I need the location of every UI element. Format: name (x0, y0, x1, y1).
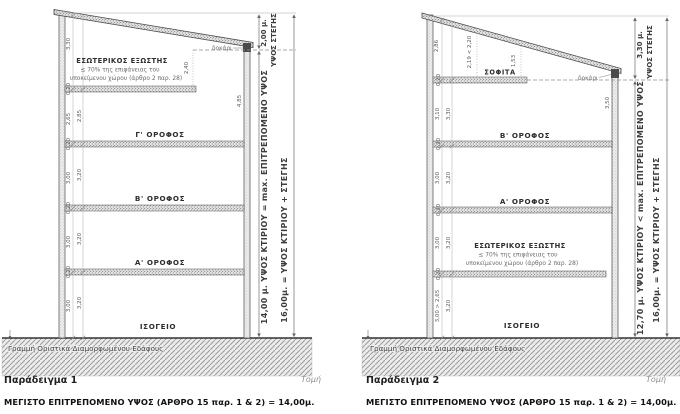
total-height-label: 16,00μ. = ΥΨΟΣ ΚΤΙΡΙΟΥ + ΣΤΕΓΗΣ (652, 157, 661, 323)
beam (611, 69, 619, 78)
dim-attic-mid: 2,19 < 2,20 (467, 35, 473, 69)
ground-line-label: Γραμμή Οριστικά Διαμορφωμένου Εδάφους (370, 344, 526, 353)
dim-second-total: 3,20 (77, 168, 83, 182)
dim-mezz-to-roof: 2,40 (184, 61, 190, 75)
mezzanine-note1: ≤ 70% της επιφάνειας του (478, 252, 558, 259)
dim-top-left: 3,30 (66, 37, 72, 51)
roof-height-value: 3,30 μ. (636, 31, 644, 59)
example-1-caption: Παράδειγμα 1 (4, 375, 78, 386)
example-2-dimension-chains (422, 16, 669, 340)
floor-label-g-orofos: Γ' ΟΡΟΦΟΣ (135, 130, 185, 139)
floor-label-isogeio: ΙΣΟΓΕΙΟ (503, 321, 541, 330)
section-label: Τομή (301, 375, 321, 384)
mezzanine-note2: υποκείμενου χώρου (άρθρο 2 παρ. 28) (69, 76, 183, 82)
dim-slab: 0,20 (66, 137, 72, 151)
building-height-label: 12,70 μ. ΥΨΟΣ ΚΤΙΡΙΟΥ < max. ΕΠΙΤΡΕΠΟΜΕΝΟ ΥΨΟΣ (636, 80, 645, 336)
dim-third-clear: 2,65 (66, 112, 72, 126)
attic-slab (433, 77, 527, 83)
mezzanine-slab (433, 271, 606, 277)
floor-label-a-orofos: Α' ΟΡΟΦΟΣ (134, 258, 186, 267)
beam-label: δοκάρι (578, 76, 598, 82)
example-1-height-dims (259, 13, 294, 337)
dim-first-clear: 3,00 (435, 171, 441, 185)
example-2-caption: Παράδειγμα 2 (366, 375, 440, 386)
dim-first-clear: 3,00 (66, 235, 72, 249)
floor-label-sofita: ΣΟΦΙΤΑ (484, 68, 516, 77)
example-2-height-dims (635, 18, 667, 337)
example-2-beam-label (578, 75, 611, 83)
roof-height-value: 2,00 μ. (260, 19, 268, 47)
right-wall (244, 47, 250, 338)
dim-slab: 0,20 (66, 201, 72, 215)
total-height-label: 16,00μ. = ΥΨΟΣ ΚΤΙΡΙΟΥ + ΣΤΕΓΗΣ (280, 157, 289, 323)
left-wall (427, 15, 433, 338)
mezzanine-title: ΕΣΩΤΕΡΙΚΟΣ ΕΞΩΣΤΗΣ (474, 242, 566, 250)
example-2-ground-hatch (362, 330, 680, 376)
mezzanine-title: ΕΣΩΤΕΡΙΚΟΣ ΕΞΩΣΤΗΣ (76, 57, 168, 65)
dim-second-clear: 3,00 (66, 171, 72, 185)
example-2-floor-labels (484, 69, 550, 331)
dim-third-total: 2,85 (77, 109, 83, 123)
dim-right-wall: 4,85 (237, 94, 243, 108)
floor-label-b-orofos: Β' ΟΡΟΦΟΣ (134, 194, 186, 203)
floor-label-a-orofos: Α' ΟΡΟΦΟΣ (499, 197, 551, 206)
ground-line-label: Γραμμή Οριστικά Διαμορφωμένου Εδάφους (8, 344, 164, 353)
building-height-label: 14,00 μ. ΥΨΟΣ ΚΤΙΡΙΟΥ = max. ΕΠΙΤΡΕΠΟΜΕΝΟ ΥΨΟΣ (260, 69, 269, 325)
beam (243, 43, 251, 52)
dim-slab: 0,20 (66, 265, 72, 279)
dim-slab: 0,20 (436, 137, 442, 151)
example-1-ground-hatch (2, 330, 312, 376)
dim-slab: 0,20 (66, 82, 72, 96)
floor-label-b-orofos: Β' ΟΡΟΦΟΣ (499, 131, 551, 140)
dim-ground-clear: 3,00 (66, 299, 72, 313)
dim-mezz-total: 3,20 (446, 236, 452, 250)
example-2-mezzanine-note (466, 242, 578, 267)
example-2-drawing (362, 13, 680, 407)
section-label: Τομή (646, 375, 666, 384)
dim-ground-total: 3,20 (77, 296, 83, 310)
dim-second-total: 3,30 (446, 107, 452, 121)
dim-right-wall: 3,50 (605, 96, 611, 110)
example-1-beam-label (212, 45, 243, 52)
right-wall (612, 73, 618, 338)
dim-ground-total: 3,20 (446, 299, 452, 313)
example-1-mezzanine-note (70, 57, 182, 82)
floor-label-isogeio: ΙΣΟΓΕΙΟ (139, 322, 177, 331)
dim-second-clear: 3,10 (435, 107, 441, 121)
mezzanine-note2: υποκείμενου χώρου (άρθρο 2 παρ. 28) (465, 261, 579, 267)
example-1-floor-labels (135, 130, 185, 331)
left-wall (59, 12, 65, 338)
dim-mezz-clear: 3,00 (435, 236, 441, 250)
dim-slab: 0,20 (436, 267, 442, 281)
mezzanine-note1: ≤ 70% της επιφάνειας του (80, 67, 160, 74)
example-1-drawing (2, 10, 321, 408)
dim-slab: 0,20 (436, 203, 442, 217)
example-2-result: ΜΕΓΙΣΤΟ ΕΠΙΤΡΕΠΟΜΕΝΟ ΥΨΟΣ (ΑΡΘΡΟ 15 παρ. 1 & 2) = 14,00μ. (366, 397, 677, 407)
roof-height-label: ΥΨΟΣ ΣΤΕΓΗΣ (270, 13, 278, 67)
dim-ground-clear: 3,00 > 2,65 (435, 289, 441, 323)
dim-first-total: 3,20 (77, 232, 83, 246)
dim-first-total: 3,20 (446, 171, 452, 185)
example-1-result: ΜΕΓΙΣΤΟ ΕΠΙΤΡΕΠΟΜΕΝΟ ΥΨΟΣ (ΑΡΘΡΟ 15 παρ. 1 & 2) = 14,00μ. (4, 397, 315, 407)
dim-attic-right: 1,53 (511, 54, 517, 68)
dim-attic-left: 2,86 (434, 39, 440, 53)
roof-height-label: ΥΨΟΣ ΣΤΕΓΗΣ (646, 25, 654, 79)
beam-label: δοκάρι (212, 46, 232, 52)
dim-slab: 0,20 (436, 73, 442, 87)
